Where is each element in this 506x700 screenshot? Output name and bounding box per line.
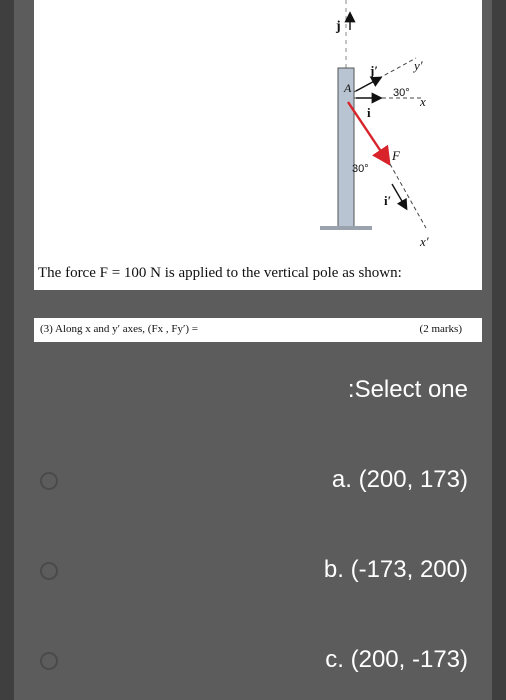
label-force: F (392, 148, 400, 163)
label-i: i (367, 105, 371, 120)
j-prime-arrow (356, 78, 380, 91)
pole-base (320, 226, 372, 230)
radio-button-icon[interactable] (40, 562, 58, 580)
option-c[interactable] (0, 630, 506, 690)
option-a[interactable] (0, 450, 506, 510)
label-x-prime: x′ (420, 234, 429, 249)
figure-card (34, 0, 482, 290)
label-j: j (336, 19, 341, 34)
i-prime-arrow (392, 184, 406, 208)
pole-diagram (34, 0, 482, 262)
problem-caption: The force F = 100 N is applied to the vertical pole as shown: (38, 265, 402, 281)
label-angle-pole: 30° (352, 163, 369, 175)
label-a: A (344, 81, 352, 95)
subquestion-marks: (2 marks) (419, 323, 462, 335)
option-label[interactable]: c. (200, -173) (325, 646, 468, 673)
label-x: x (420, 94, 426, 109)
select-one-prompt: :Select one (347, 376, 468, 403)
label-j-prime: j′ (370, 63, 378, 78)
subquestion-text: (3) Along x and y′ axes, (Fx , Fy′) = (40, 323, 198, 335)
label-i-prime: i′ (384, 193, 392, 208)
label-y-prime: y′ (414, 58, 423, 73)
x-prime-axis-dashed (390, 164, 426, 228)
option-label[interactable]: a. (200, 173) (331, 466, 468, 493)
radio-button-icon[interactable] (40, 652, 58, 670)
option-b[interactable] (0, 540, 506, 600)
subquestion-banner (34, 318, 482, 342)
label-angle-top: 30° (393, 87, 410, 99)
option-label[interactable]: b. (-173, 200) (323, 556, 468, 583)
radio-button-icon[interactable] (40, 472, 58, 490)
